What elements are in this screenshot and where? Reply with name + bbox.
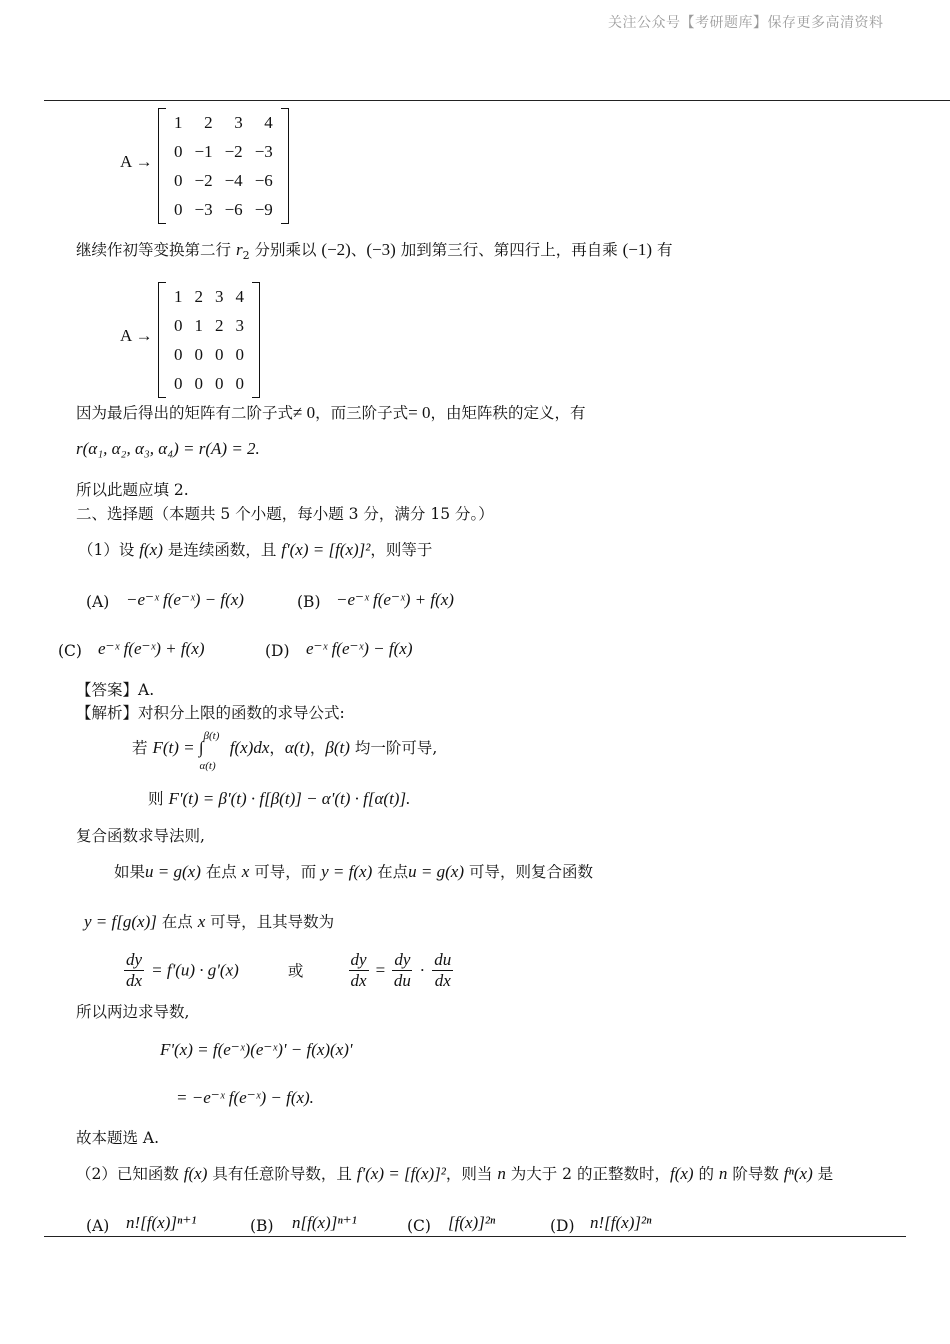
rank-conclusion: 所以此题应填 2.	[76, 481, 189, 499]
matrix-cell: 1	[174, 286, 183, 306]
watermark-text: 关注公众号【考研题库】保存更多高清资料	[608, 15, 884, 31]
q1-analysis: 【解析】对积分上限的函数的求导公式:	[76, 704, 345, 722]
matrix-cell: 3	[215, 286, 224, 306]
step-text: 继续作初等变换第二行 $r_2$ 分别乘以 (−2)、(−3) 加到第三行、第四行上，再自乘 (−1) 有	[76, 240, 673, 263]
matrix-cell: 2	[215, 315, 224, 335]
q2-option-c-label: (C)	[407, 1217, 431, 1235]
matrix-cell: 0	[194, 344, 203, 364]
footer-rule	[44, 1236, 906, 1237]
section-title: 二、选择题（本题共 5 个小题，每小题 3 分，满分 15 分。）	[76, 505, 494, 523]
matrix-cell: −3	[254, 141, 273, 161]
derivation-1: F'(x) = f(e⁻ˣ)(e⁻ˣ)' − f(x)(x)'	[160, 1040, 353, 1059]
matrix-cell: 0	[215, 344, 224, 364]
matrix1	[158, 108, 289, 224]
header-rule	[44, 100, 950, 101]
frac-dy-du: $\frac{dy}{du}$	[393, 950, 411, 990]
matrix-row	[168, 311, 250, 340]
q1-option-a-label: (A)	[86, 593, 110, 611]
q1-option-d: e⁻ˣ f(e⁻ˣ) − f(x)	[306, 639, 413, 658]
matrix-cell: 2	[204, 112, 213, 132]
q2-option-b: n[f(x)]ⁿ⁺¹	[292, 1213, 357, 1232]
integral-upper: β(t)	[203, 730, 220, 742]
q1-option-a: −e⁻ˣ f(e⁻ˣ) − f(x)	[126, 590, 244, 609]
q1-option-d-label: (D)	[265, 642, 290, 660]
matrix-row	[168, 282, 250, 311]
q2-option-a: n![f(x)]ⁿ⁺¹	[126, 1213, 197, 1232]
matrix-cell: −2	[224, 141, 243, 161]
matrix-cell: 0	[215, 373, 224, 393]
q1-final: 故本题选 A.	[76, 1129, 160, 1147]
q2-option-c: [f(x)]²ⁿ	[448, 1213, 496, 1232]
matrix-cell: 0	[174, 315, 183, 335]
frac-dy-dx-2: $\frac{dy}{dx}$	[350, 950, 367, 990]
matrix-cell: −4	[224, 170, 243, 190]
matrix-cell: 0	[235, 373, 244, 393]
matrix-row	[168, 195, 279, 224]
frac-dy-dx: $\frac{dy}{dx}$	[126, 950, 143, 990]
q1-option-b: −e⁻ˣ f(e⁻ˣ) + f(x)	[336, 590, 454, 609]
matrix2	[158, 282, 260, 398]
leibniz-line: 则 F'(t) = β'(t) · f[β(t)] − α'(t) · f[α(t)].	[148, 789, 411, 808]
frac-du-dx: $\frac{du}{dx}$	[434, 950, 452, 990]
rank-reason: 因为最后得出的矩阵有二阶子式≠ 0，而三阶子式= 0，由矩阵秩的定义，有	[76, 403, 586, 422]
q2-option-d: n![f(x)]²ⁿ	[590, 1213, 652, 1232]
derivation-2: = −e⁻ˣ f(e⁻ˣ) − f(x).	[176, 1088, 314, 1107]
q2-option-d-label: (D)	[550, 1217, 575, 1235]
matrix1-label: A →	[120, 152, 153, 171]
integral-lower: α(t)	[199, 760, 216, 772]
matrix-cell: 2	[194, 286, 203, 306]
matrix2-label: A →	[120, 326, 153, 345]
matrix-cell: −2	[194, 170, 213, 190]
chain-title: 复合函数求导法则,	[76, 827, 205, 845]
q2-option-a-label: (A)	[86, 1217, 110, 1235]
matrix-row	[168, 137, 279, 166]
matrix-cell: 3	[235, 315, 244, 335]
matrix-cell: 4	[235, 286, 244, 306]
chain-if-line: 如果u = g(x) 在点 x 可导，而 y = f(x) 在点u = g(x) 可导，则复合函数	[114, 862, 593, 881]
q2-stem: （2）已知函数 f(x) 具有任意阶导数，且 f'(x) = [f(x)]²，则当 n 为大于 2 的正整数时，f(x) 的 n 阶导数 fⁿ(x) 是	[76, 1164, 834, 1183]
matrix-row	[168, 166, 279, 195]
matrix-cell: 0	[174, 170, 183, 190]
matrix-cell: −6	[224, 199, 243, 219]
q1-answer: 【答案】A.	[76, 681, 155, 699]
q1-option-c-label: (C)	[58, 642, 82, 660]
matrix-cell: 0	[174, 141, 183, 161]
matrix-row	[168, 340, 250, 369]
rank-formula: r(α₁, α₂, α₃, α₄) = r(A) = 2.	[76, 439, 260, 458]
q2-option-b-label: (B)	[250, 1217, 274, 1235]
chain-comp-line: y = f[g(x)] 在点 x 可导，且其导数为	[84, 912, 335, 931]
matrix-cell: 0	[174, 373, 183, 393]
matrix-cell: 0	[194, 373, 203, 393]
q1-option-c: e⁻ˣ f(e⁻ˣ) + f(x)	[98, 639, 205, 658]
matrix-cell: 3	[234, 112, 243, 132]
matrix-cell: −6	[254, 170, 273, 190]
matrix-cell: 0	[235, 344, 244, 364]
matrix-cell: 0	[174, 199, 183, 219]
matrix-cell: −3	[194, 199, 213, 219]
matrix-cell: 0	[174, 344, 183, 364]
matrix-cell: 1	[174, 112, 183, 132]
matrix-row	[168, 108, 279, 137]
q1-option-b-label: (B)	[297, 593, 321, 611]
q1-stem: （1）设 f(x) 是连续函数，且 f'(x) = [f(x)]²，则等于	[78, 540, 433, 559]
matrix-cell: −9	[254, 199, 273, 219]
matrix-cell: −1	[194, 141, 213, 161]
matrix-cell: 4	[264, 112, 273, 132]
chain-formula: $\frac{dy}{dx}$ = f'(u) · g'(x) 或 $\frac{dy}{dx}$ = $\frac{dy}{du}$ · $\frac{du}{dx}$	[126, 950, 452, 990]
integral-line: 若 F(t) = ∫ β(t) α(t) f(x)dx，α(t)，β(t) 均一阶可导,	[132, 738, 437, 758]
both-sides: 所以两边求导数,	[76, 1003, 190, 1021]
matrix-row	[168, 369, 250, 398]
matrix-cell: 1	[194, 315, 203, 335]
